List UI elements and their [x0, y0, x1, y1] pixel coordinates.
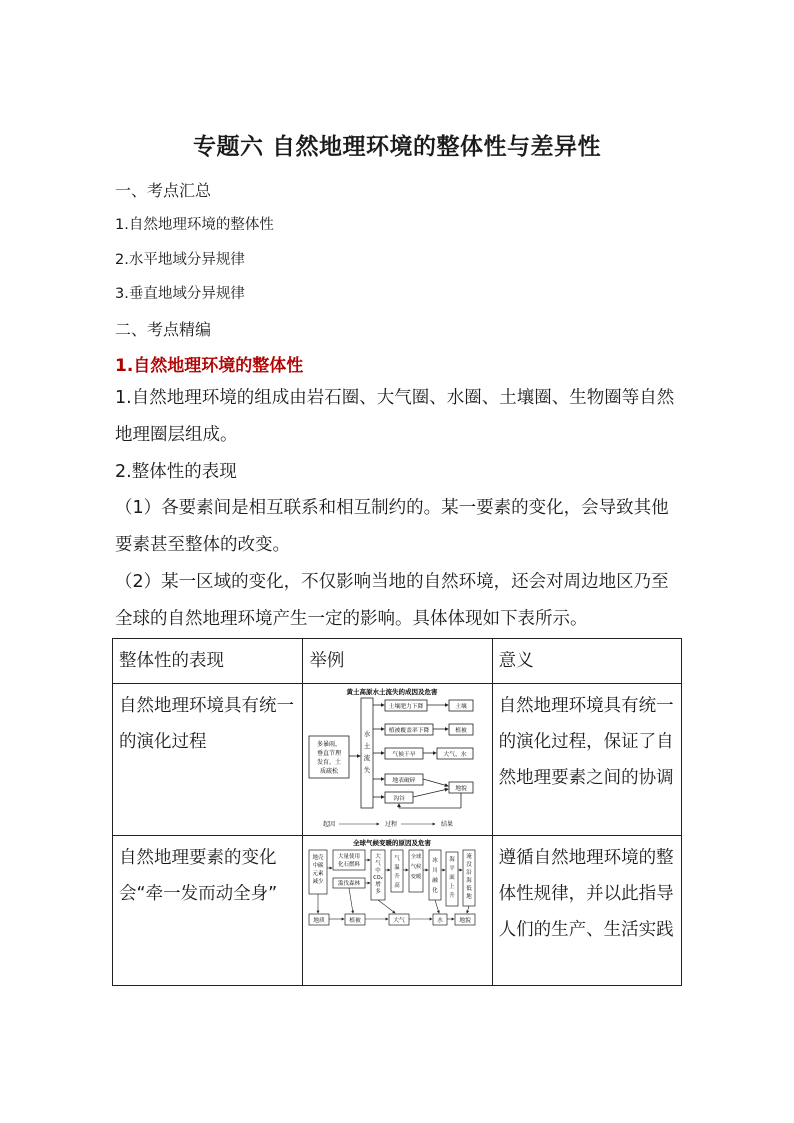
result-box: 植被 [455, 728, 468, 734]
result-box: 土壤 [455, 704, 468, 710]
bottom-box: 地貌 [459, 918, 472, 924]
svg-text:流: 流 [364, 754, 371, 762]
bottom-box: 植被 [349, 918, 362, 924]
svg-text:土: 土 [364, 742, 371, 750]
svg-text:川: 川 [432, 868, 439, 874]
svg-text:融: 融 [432, 878, 439, 884]
svg-text:海: 海 [449, 857, 456, 863]
table-header-row [113, 639, 682, 684]
svg-text:中: 中 [375, 868, 382, 874]
table-header: 意义 [492, 639, 681, 684]
svg-text:升: 升 [394, 874, 401, 880]
process-box: 沟谷 [393, 796, 406, 802]
cause-text: 多暴雨， [317, 741, 342, 748]
section-heading-2: 二、考点精编 [115, 320, 212, 339]
svg-text:地: 地 [466, 894, 473, 900]
legend-item: 起因 [323, 821, 336, 828]
svg-text:冰: 冰 [432, 858, 439, 864]
paragraph: （2）某一区域的变化，不仅影响当地的自然环境，还会对周边地区乃至全球的自然地理环境产生一定的影响。具体体现如下表所示。 [115, 572, 669, 629]
svg-text:气: 气 [375, 861, 382, 867]
process-box: 土壤肥力下降 [388, 704, 424, 710]
result-box: 大气、水 [443, 752, 467, 758]
svg-text:减少: 减少 [312, 879, 324, 885]
process-box: 植被覆盖率下降 [389, 728, 430, 734]
table-row [113, 684, 682, 836]
diagram-title: 全球气候变暖的原因及危害 [353, 839, 432, 847]
bottom-box: 水 [437, 918, 444, 924]
svg-text:气: 气 [394, 856, 401, 862]
paragraph: 1.自然地理环境的组成由岩石圈、大气圈、水圈、土壤圈、生物圈等自然地理圈层组成。 [115, 388, 675, 445]
paragraph: 2.整体性的表现 [115, 462, 237, 482]
legend-item: 结果 [441, 821, 454, 828]
point-item: 1.自然地理环境的整体性 [115, 217, 274, 233]
svg-text:淹: 淹 [466, 854, 473, 860]
topic-heading: 1.自然地理环境的整体性 [115, 356, 304, 376]
diagram-title: 黄土高原水土流失的成因及危害 [346, 688, 438, 696]
point-item: 2.水平地域分异规律 [115, 252, 245, 268]
svg-text:CO₂: CO₂ [373, 875, 384, 881]
diagram-cell [303, 684, 492, 836]
summary-table [112, 638, 682, 986]
svg-text:大: 大 [375, 854, 382, 860]
process-box: 气候干旱 [392, 752, 416, 758]
svg-text:低: 低 [466, 886, 473, 892]
svg-text:全球: 全球 [411, 854, 422, 860]
svg-text:没: 没 [466, 862, 473, 868]
svg-text:元素: 元素 [312, 871, 324, 877]
paragraph: （1）各要素间是相互联系和相互制约的。某一要素的变化，会导致其他要素甚至整体的改变。 [115, 498, 669, 555]
svg-text:温: 温 [394, 865, 401, 871]
table-cell: 自然地理环境具有统一的演化过程，保证了自然地理要素之间的协调 [492, 684, 681, 836]
svg-text:化: 化 [432, 888, 439, 894]
table-cell: 自然地理环境具有统一的演化过程 [113, 684, 303, 836]
page-title: 专题六 自然地理环境的整体性与差异性 [192, 134, 601, 160]
svg-text:质疏松: 质疏松 [320, 768, 339, 775]
svg-text:气候: 气候 [411, 864, 422, 870]
svg-text:沿: 沿 [466, 870, 473, 876]
svg-text:上: 上 [449, 884, 456, 890]
svg-text:海: 海 [466, 878, 473, 884]
svg-text:大量使用: 大量使用 [338, 854, 361, 860]
center-text: 水 [364, 730, 371, 738]
result-box: 地貌 [455, 786, 468, 792]
table-header: 举例 [303, 639, 492, 684]
svg-text:发育，土: 发育，土 [317, 759, 342, 766]
svg-text:中碳: 中碳 [312, 863, 324, 869]
table-row [113, 836, 682, 986]
svg-text:失: 失 [364, 766, 371, 774]
bottom-box: 大气 [393, 918, 406, 924]
svg-text:增: 增 [375, 882, 382, 888]
svg-text:地壳: 地壳 [312, 855, 324, 861]
process-box: 地表破碎 [392, 778, 416, 784]
soil-erosion-diagram [307, 686, 477, 832]
global-warming-diagram [307, 838, 477, 930]
section-heading-1: 一、考点汇总 [115, 181, 212, 200]
point-item: 3.垂直地域分异规律 [115, 286, 245, 302]
svg-text:高: 高 [394, 883, 401, 889]
table-cell: 自然地理要素的变化会“牵一发而动全身” [113, 836, 303, 986]
svg-text:多: 多 [375, 889, 382, 895]
legend-item: 过程 [385, 821, 398, 828]
bottom-box: 地质 [313, 918, 326, 924]
table-cell: 遵循自然地理环境的整体性规律，并以此指导人们的生产、生活实践 [492, 836, 681, 986]
svg-text:升: 升 [449, 893, 456, 899]
svg-text:变暖: 变暖 [411, 874, 422, 880]
svg-text:平: 平 [449, 866, 456, 872]
diagram-cell [303, 836, 492, 986]
svg-text:化石燃料: 化石燃料 [338, 862, 361, 868]
table-header: 整体性的表现 [113, 639, 303, 684]
diagram-box: 滥伐森林 [338, 881, 361, 887]
svg-text:垂直节理: 垂直节理 [317, 750, 342, 757]
svg-text:面: 面 [449, 875, 456, 881]
